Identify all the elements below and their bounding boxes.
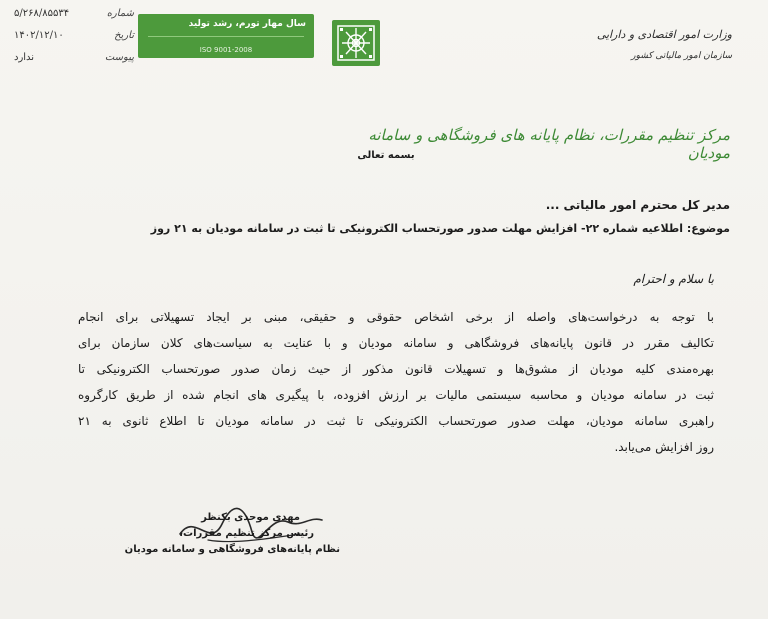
tax-organization-emblem-icon <box>324 14 388 72</box>
recipient: مدیر کل محترم امور مالیاتی ... <box>545 198 730 212</box>
body-line: ثبت در سامانه مودیان و محاسبه سیستمی مالیات بر ارزش افزوده، با پیگیری های انجام شده از طریق کارگروه <box>78 388 714 402</box>
body-line: راهبری سامانه مودیان، مهلت صدور صورتحساب الکترونیکی تا ثبت در سامانه مودیان تا اطلاع ثانوی به ۲۱ <box>78 414 714 428</box>
ministry-name: وزارت امور اقتصادی و دارایی <box>596 28 732 41</box>
year-slogan: سال مهار تورم، رشد تولید <box>188 19 306 29</box>
meta-attachment-row <box>14 52 134 74</box>
organization-name: سازمان امور مالیاتی کشور <box>631 51 732 61</box>
signatory-title-line1: رئیس مرکز تنظیم مقررات، <box>179 528 314 539</box>
ministry-header <box>482 28 732 61</box>
signatory-name: مهدی موحدی بکنظر <box>201 512 300 523</box>
meta-number-row <box>14 8 134 30</box>
meta-attachment-value: ندارد <box>14 52 35 63</box>
slogan-band <box>138 14 314 58</box>
signature-block <box>118 510 340 558</box>
body-line: تکالیف مقرر در قانون پایانه‌های فروشگاهی و سامانه مودیان و با عنایت به سیاست‌های کلان سازمان برای <box>78 336 714 350</box>
letter-subject: موضوع: اطلاعیه شماره ۲۲- افزایش مهلت صدور صورتحساب الکترونیکی تا ثبت در سامانه مودیان به ۲۱ روز <box>150 222 730 235</box>
body-line: با توجه به درخواست‌های واصله از برخی اشخاص حقوقی و حقیقی، مبنی بر ایجاد تسهیلاتی برای انجام <box>78 310 714 324</box>
meta-number-label: شماره <box>106 8 134 19</box>
meta-number-value: ۵/۲۶۸/۸۵۵۳۴ <box>14 8 70 19</box>
center-title: مرکز تنظیم مقررات، نظام پایانه های فروشگاهی و سامانه مودیان <box>368 126 730 162</box>
greeting: با سلام و احترام <box>633 272 714 286</box>
band-divider <box>148 36 304 37</box>
iso-label: ISO 9001-2008 <box>199 46 253 54</box>
meta-date-label: تاریخ <box>114 30 134 41</box>
letter-body <box>78 304 714 460</box>
meta-date-value: ۱۴۰۲/۱۲/۱۰ <box>14 30 64 41</box>
letter-meta <box>14 8 134 74</box>
meta-attachment-label: پیوست <box>104 52 134 63</box>
meta-date-row <box>14 30 134 52</box>
bismillah: بسمه تعالی <box>357 150 415 161</box>
body-line: بهره‌مندی کلیه مودیان از مشوق‌ها و تسهیلات قانون مذکور از حیث زمان صدور صورتحساب الکترونیکی تا <box>78 362 714 376</box>
signatory-title-line2: نظام پایانه‌های فروشگاهی و سامانه مودیان <box>124 544 340 555</box>
body-line: روز افزایش می‌یابد. <box>614 440 714 454</box>
